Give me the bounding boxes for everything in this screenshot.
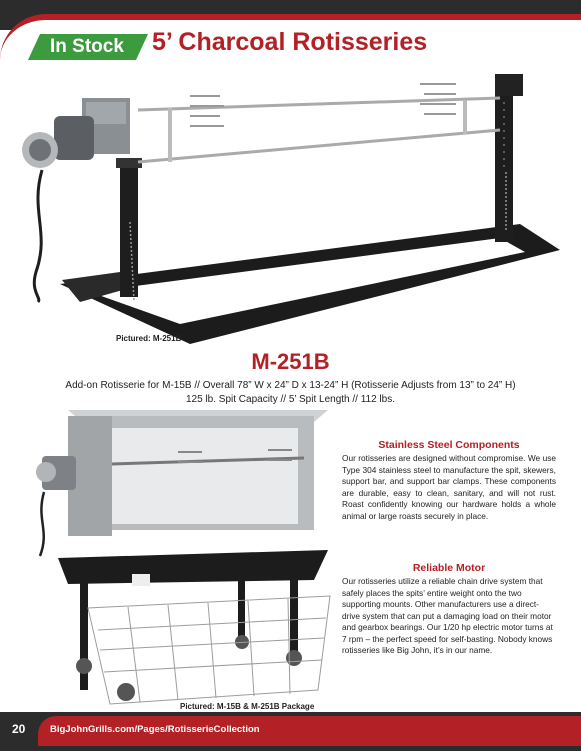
section-heading: Stainless Steel Components — [378, 439, 520, 451]
page-title: 5’ Charcoal Rotisseries — [152, 28, 428, 56]
photo-caption-top: Pictured: M-251B — [116, 334, 182, 343]
section-heading: Reliable Motor — [412, 562, 486, 574]
product-specs — [40, 379, 541, 407]
page-number: 20 — [12, 722, 26, 736]
photo-caption-bottom: Pictured: M-15B & M-251B Package — [180, 702, 315, 711]
in-stock-label: In Stock — [50, 36, 124, 57]
footer-url-link[interactable]: BigJohnGrills.com/Pages/RotisserieCollection — [50, 724, 260, 735]
section-reliable-motor — [342, 562, 556, 657]
model-number: M-251B — [251, 349, 330, 374]
package-photo — [28, 410, 338, 710]
rotisserie-photo — [20, 62, 570, 352]
section-stainless-steel — [342, 439, 556, 522]
section-body: Our rotisseries utilize a reliable chain drive system that safely places the spits’ entire weight onto the two supporting mounts. Other manufacturers use a direct-drive system that can put a damaging load on their motor and gearbox bearings. Our 1/20 hp electric motor turns at 7 rpm – the perfect speed for self-basting. Nobody knows rotisseries like Big John, it’s in our name. — [342, 576, 553, 655]
spec-line-1: Add-on Rotisserie for M-15B // Overall 78” W x 24” D x 13-24” H (Rotisserie Adjusts from 13” to 24” H) — [65, 380, 516, 391]
section-body: Our rotisseries are designed without compromise. We use Type 304 stainless steel to manufacture the spit, skewers, support bar, and support bar clamps. These components are durable, easy to clean, sanitary, and will not rust. Roast confidently knowing our hardware holds a whole animal or large roasts securely in place. — [342, 453, 556, 521]
spec-line-2: 125 lb. Spit Capacity // 5’ Spit Length // 112 lbs. — [185, 394, 395, 405]
